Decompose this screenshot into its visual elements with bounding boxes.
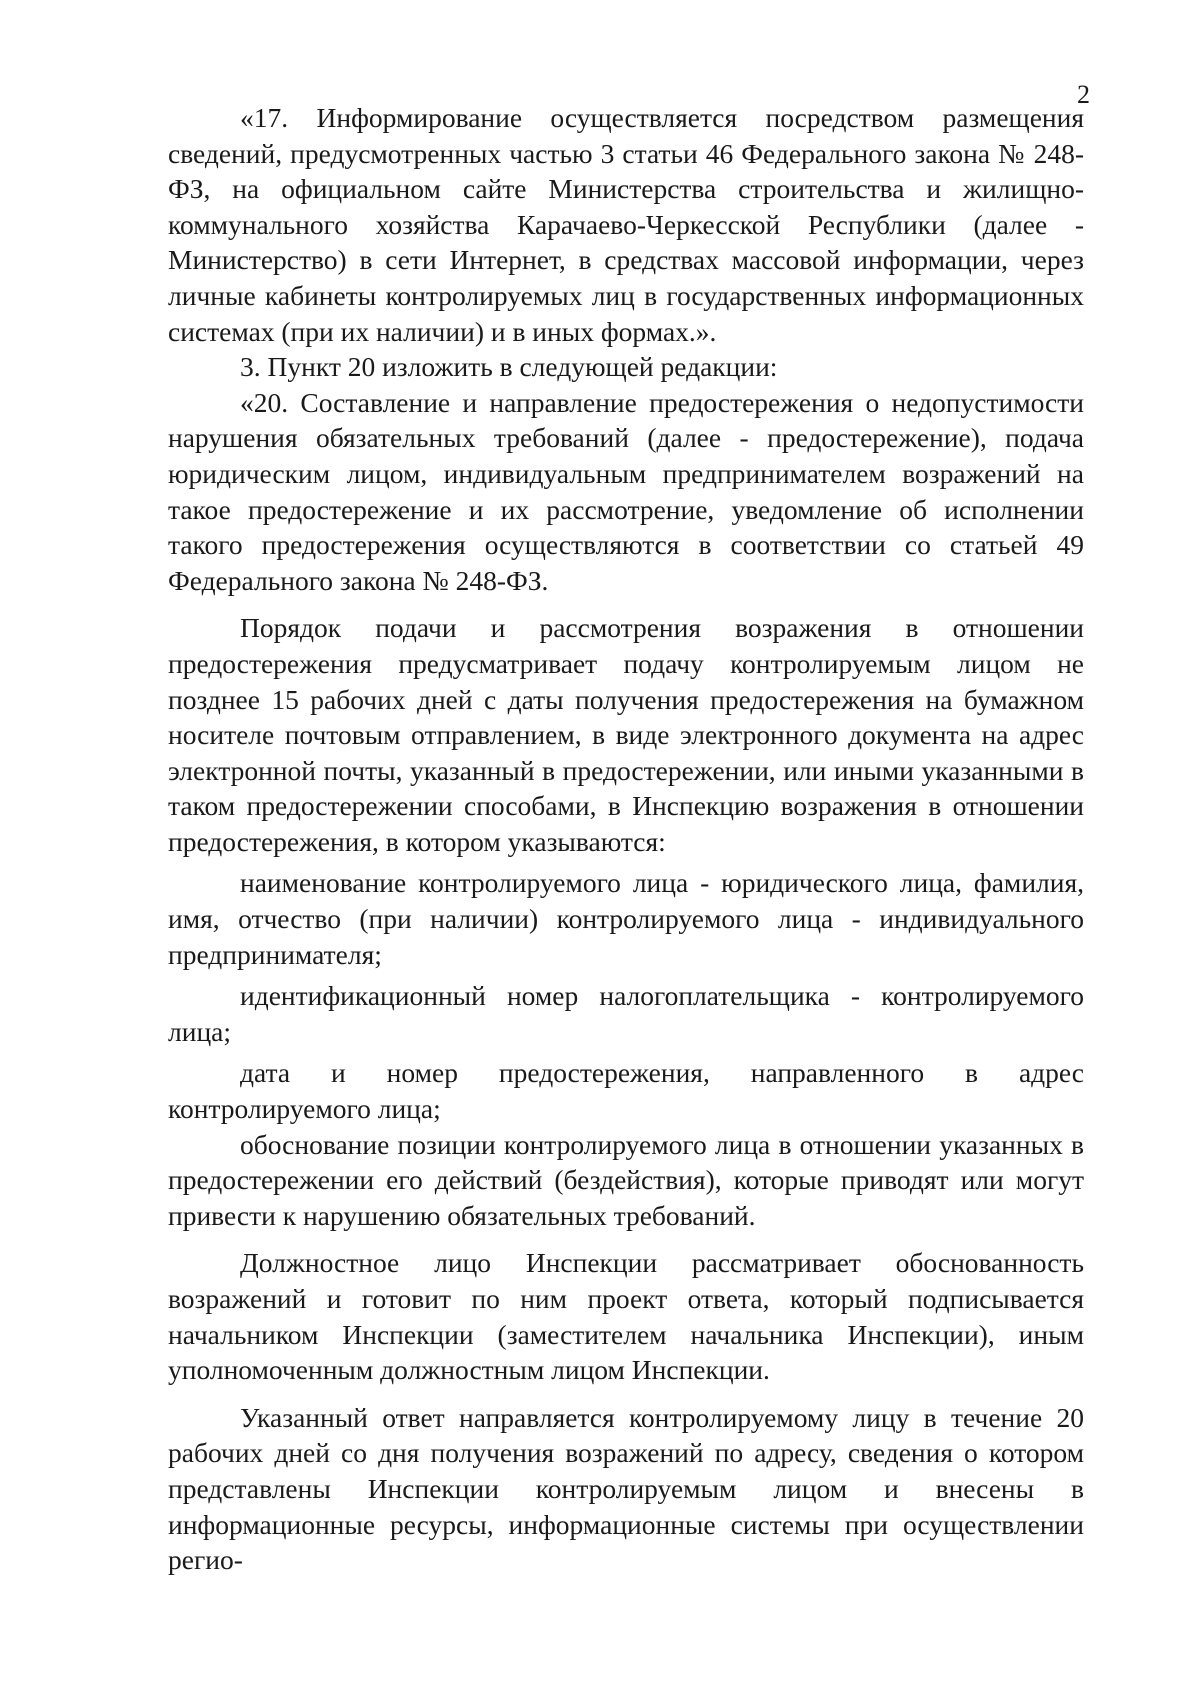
document-body (168, 100, 1084, 1578)
paragraph-objection-procedure: Порядок подачи и рассмотрения возражения в отношении предостережения предусматривает подачу контролируемым лицом не позднее 15 рабочих дней с даты получения предостережения на бумажном носителе почтовым отправлением, в виде электронного документа на адрес электронной почты, указанный в предостережении, или иными указанными в таком предостережении способами, в Инспекцию возражения в отношении предостережения, в котором указываются: (168, 612, 1084, 857)
paragraph-objection-date-number: дата и номер предостережения, направленного в адрес контролируемого лица; (168, 1057, 1084, 1125)
paragraph-objection-justification: обоснование позиции контролируемого лица в отношении указанных в предостережении его действий (бездействия), которые приводят или могут привести к нарушению обязательных требований. (168, 1128, 1084, 1231)
paragraph-item-17-informing: «17. Информирование осуществляется посредством размещения сведений, предусмотренных частью 3 статьи 46 Федерального закона № 248-ФЗ, на официальном сайте Министерства строительства и жилищно-коммунального хозяйства Карачаево-Черкесской Республики (далее - Министерство) в сети Интернет, в средствах массовой информации, через личные кабинеты контролируемых лиц в государственных информационных системах (при их наличии) и в иных формах.». (168, 102, 1084, 347)
paragraph-response-sending: Указанный ответ направляется контролируемому лицу в течение 20 рабочих дней со дня получения возражений по адресу, сведения о котором представлены Инспекции контролируемым лицом и внесены в информационные ресурсы, информационные системы при осуществлении регио- (168, 1401, 1084, 1576)
paragraph-objection-inn: идентификационный номер налогоплательщика - контролируемого лица; (168, 980, 1084, 1047)
paragraph-official-review: Должностное лицо Инспекции рассматривает обоснованность возражений и готовит по ним проект ответа, который подписывается начальником Инспекции (заместителем начальника Инспекции), иным уполномоченным должностным лицом Инспекции. (168, 1247, 1084, 1386)
paragraph-objection-name: наименование контролируемого лица - юридического лица, фамилия, имя, отчество (при наличии) контролируемого лица - индивидуального предпринимателя; (168, 867, 1084, 970)
page-number: 2 (1077, 80, 1090, 109)
paragraph-item-20-warning: «20. Составление и направление предостережения о недопустимости нарушения обязательных требований (далее - предостережение), подача юридическим лицом, индивидуальным предпринимателем возражений на такое предостережение и их рассмотрение, уведомление об исполнении такого предостережения осуществляются в соответствии со статьей 49 Федерального закона № 248-ФЗ. (168, 386, 1084, 596)
paragraph-amend-point-20: 3. Пункт 20 изложить в следующей редакции: (240, 351, 778, 383)
